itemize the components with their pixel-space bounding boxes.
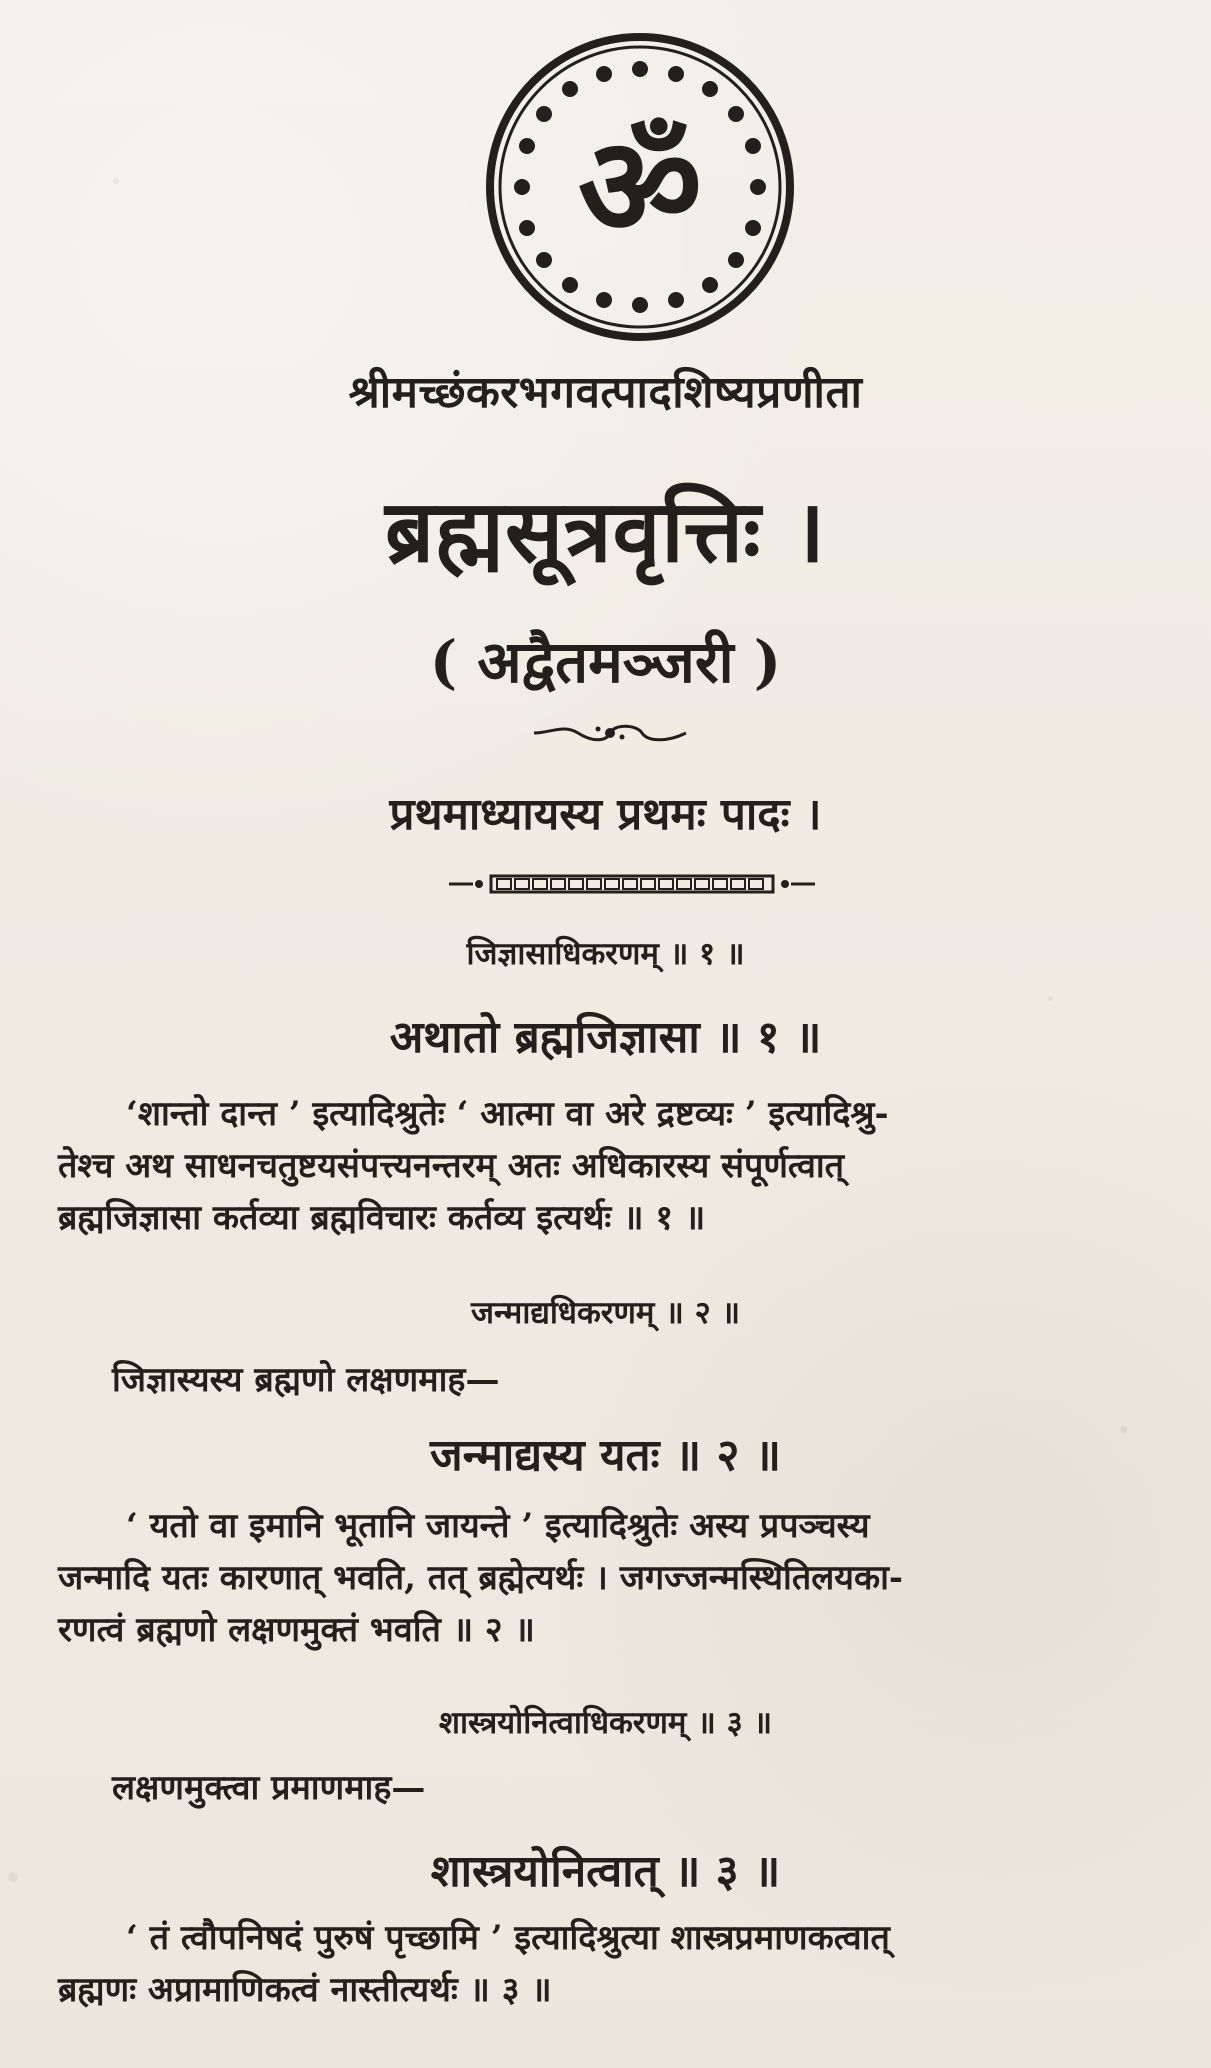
section-title: प्रथमाध्यायस्य प्रथमः पादः । <box>389 789 822 840</box>
commentary-2 <box>58 1500 1173 1656</box>
commentary-line: तेश्च अथ साधनचतुष्टयसंपत्त्यनन्तरम् अतः अधिकारस्य संपूर्णत्वात् <box>58 1146 845 1186</box>
commentary-line: ‘ यतो वा इमानि भूतानि जायन्ते ’ इत्यादिश्रुतेः अस्य प्रपञ्चस्य <box>126 1506 870 1546</box>
commentary-line: ‘ तं त्वौपनिषदं पुरुषं पृच्छामि ’ इत्यादिश्रुत्या शास्त्रप्रमाणकत्वात् <box>126 1918 890 1958</box>
commentary-line: ब्रह्मणः अप्रामाणिकत्वं नास्तीत्यर्थः ॥ ३ ॥ <box>58 1970 552 2010</box>
decorative-divider-icon <box>530 714 690 752</box>
commentary-1 <box>58 1088 1173 1244</box>
commentary-line: ब्रह्मजिज्ञासा कर्तव्या ब्रह्मविचारः कर्तव्य इत्यर्थः ॥ १ ॥ <box>58 1198 706 1238</box>
commentary-line: रणत्वं ब्रह्मणो लक्षणमुक्तं भवति ॥ २ ॥ <box>58 1610 535 1650</box>
om-symbol: ॐ <box>577 109 703 267</box>
lead-text-3: लक्षणमुक्त्वा प्रमाणमाह— <box>112 1768 426 1808</box>
page-title: ब्रह्मसूत्रवृत्तिः । <box>384 481 827 582</box>
ornamental-rule-icon <box>449 870 815 898</box>
lead-text-2: जिज्ञास्यस्य ब्रह्मणो लक्षणमाह— <box>112 1360 500 1400</box>
sutra-2: जन्माद्यस्य यतः ॥ २ ॥ <box>429 1430 782 1481</box>
commentary-line: ‘शान्तो दान्त ’ इत्यादिश्रुतेः ‘ आत्मा वा अरे द्रष्टव्यः ’ इत्यादिश्रु- <box>126 1094 889 1134</box>
adhikarana-heading-1: जिज्ञासाधिकरणम् ॥ १ ॥ <box>466 936 745 972</box>
subtitle: ( अद्वैतमञ्जरी ) <box>429 628 782 696</box>
adhikarana-heading-3: शास्त्रयोनित्वाधिकरणम् ॥ ३ ॥ <box>438 1705 773 1741</box>
sutra-3: शास्त्रयोनित्वात् ॥ ३ ॥ <box>430 1846 781 1897</box>
adhikarana-heading-2: जन्माद्यधिकरणम् ॥ २ ॥ <box>470 1295 741 1331</box>
commentary-line: जन्मादि यतः कारणात् भवति, तत् ब्रह्मेत्यर्थः । जगज्जन्मस्थितिलयका- <box>58 1558 904 1598</box>
om-seal-icon <box>485 32 795 342</box>
commentary-3 <box>58 1912 1173 2016</box>
header-line: श्रीमच्छंकरभगवत्पादशिष्यप्रणीता <box>348 367 863 418</box>
sutra-1: अथातो ब्रह्मजिज्ञासा ॥ १ ॥ <box>389 1012 822 1063</box>
